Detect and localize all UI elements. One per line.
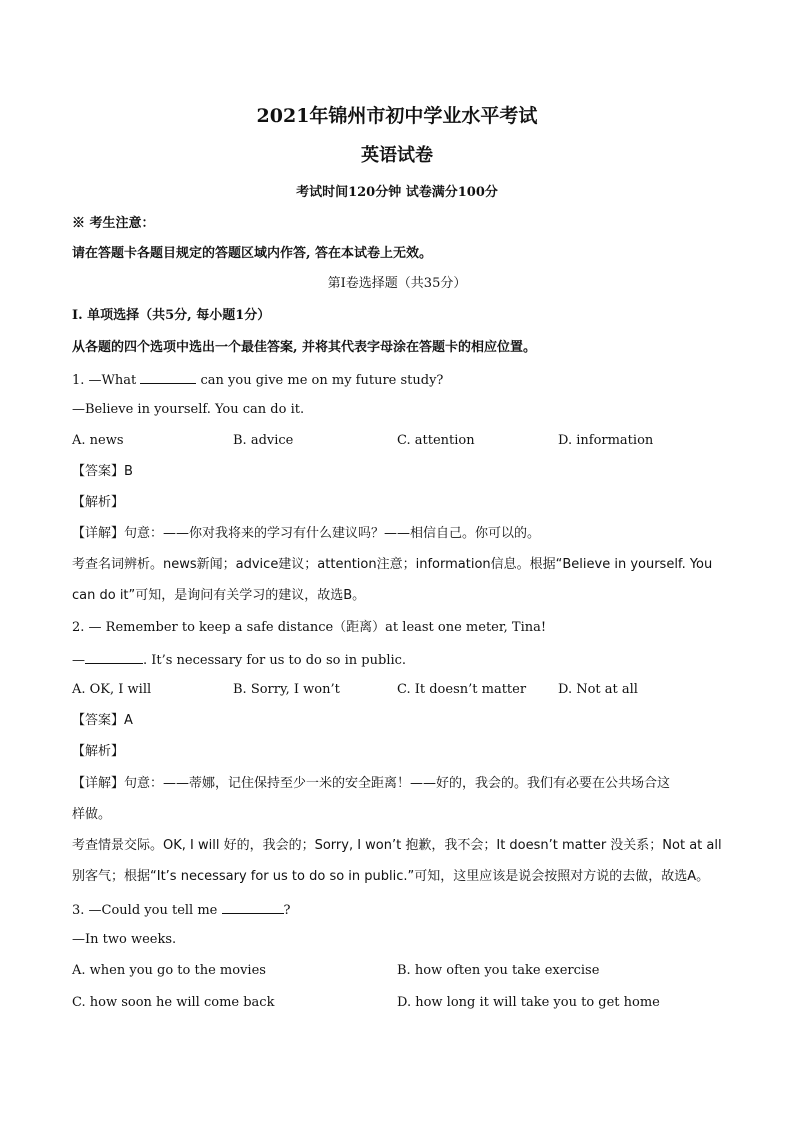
exam-info: 考试时间120分钟 试卷满分100分 xyxy=(296,185,498,200)
question-2-explanation-line-1: 考查情景交际。OK, I will 好的，我会的；Sorry, I won’t 抱歉，我不会；It doesn’t matter 没关系；Not at all xyxy=(72,838,722,853)
question-2-analysis-label: 【解析】 xyxy=(72,744,125,759)
question-2-detail-line-1: 【详解】句意：——蒂娜，记住保持至少一米的安全距离！——好的，我会的。我们有必要在公共场合这 xyxy=(72,776,671,791)
question-2-stem: 2. — Remember to keep a safe distance（距离）at least one meter, Tina! xyxy=(72,620,547,635)
answer-blank xyxy=(140,370,196,384)
answer-blank xyxy=(222,900,284,914)
part-title: 第Ⅰ卷选择题（共35分） xyxy=(327,276,467,291)
question-2-reply-start: — xyxy=(72,653,85,668)
question-3-option-d: D. how long it will take you to get home xyxy=(397,995,660,1010)
section-instruction: 从各题的四个选项中选出一个最佳答案, 并将其代表字母涂在答题卡的相应位置。 xyxy=(72,340,537,355)
question-3-option-b: B. how often you take exercise xyxy=(397,963,600,978)
question-3-reply: —In two weeks. xyxy=(72,932,177,947)
question-3-stem-start: 3. —Could you tell me xyxy=(72,903,222,918)
question-2-reply-end: . It’s necessary for us to do so in public. xyxy=(143,653,407,668)
question-1-stem xyxy=(72,370,443,390)
question-1-option-d: D. information xyxy=(558,433,654,448)
question-1-stem-end: can you give me on my future study? xyxy=(196,373,444,388)
question-3-stem xyxy=(72,900,290,920)
question-1-option-c: C. attention xyxy=(397,433,475,448)
exam-title: 2021年锦州市初中学业水平考试 xyxy=(256,105,538,127)
question-1-stem-start: 1. —What xyxy=(72,373,141,388)
question-2-option-a: A. OK, I will xyxy=(72,682,152,697)
question-2-option-d: D. Not at all xyxy=(558,682,638,697)
question-1-option-a: A. news xyxy=(72,433,124,448)
question-1-analysis-label: 【解析】 xyxy=(72,495,125,510)
question-3-stem-end: ? xyxy=(283,903,291,918)
question-1-reply: —Believe in yourself. You can do it. xyxy=(72,402,305,417)
section-title: I. 单项选择（共5分, 每小题1分） xyxy=(72,308,271,323)
question-1-answer: 【答案】B xyxy=(72,464,133,479)
question-3-option-c: C. how soon he will come back xyxy=(72,995,275,1010)
question-1-explanation-line-2: can do it”可知，是询问有关学习的建议，故选B。 xyxy=(72,588,366,603)
exam-subtitle: 英语试卷 xyxy=(361,145,433,166)
question-2-reply xyxy=(72,650,406,670)
question-3-option-a: A. when you go to the movies xyxy=(72,963,266,978)
question-1-option-b: B. advice xyxy=(233,433,294,448)
question-2-option-b: B. Sorry, I won’t xyxy=(233,682,340,697)
question-2-explanation-line-2: 别客气；根据“It’s necessary for us to do so in public.”可知，这里应该是说会按照对方说的去做，故选A。 xyxy=(72,869,710,884)
question-1-detail: 【详解】句意：——你对我将来的学习有什么建议吗？——相信自己。你可以的。 xyxy=(72,526,541,541)
question-2-option-c: C. It doesn’t matter xyxy=(397,682,527,697)
notice-heading: ※ 考生注意： xyxy=(72,216,155,231)
question-2-answer: 【答案】A xyxy=(72,713,133,728)
question-1-explanation-line-1: 考查名词辨析。news新闻；advice建议；attention注意；information信息。根据“Believe in yourself. You xyxy=(72,557,713,572)
answer-blank xyxy=(85,650,143,664)
notice-text: 请在答题卡各题目规定的答题区域内作答, 答在本试卷上无效。 xyxy=(72,246,433,261)
question-2-detail-line-2: 样做。 xyxy=(72,807,112,822)
